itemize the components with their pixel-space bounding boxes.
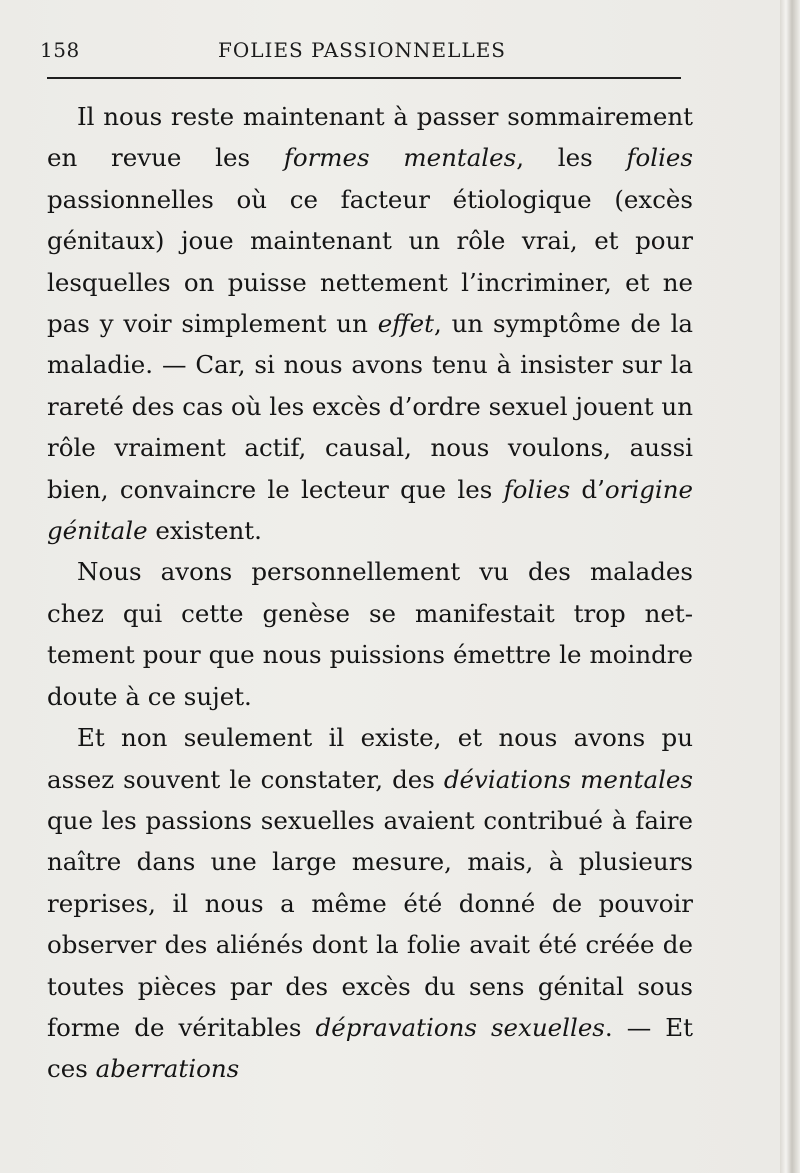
page-edge <box>780 0 800 1173</box>
text-segment: . — Et ces <box>47 1012 693 1084</box>
paragraph-3 <box>47 717 693 1090</box>
body-text <box>47 96 693 1090</box>
text-segment: passionnelles où ce facteur étiologique (excès génitaux) joue maintenant un rôle vrai, et pour lesquelles on puisse nettement l’incriminer, et ne pas y voir simplement un <box>47 184 693 339</box>
text-segment: d’ <box>570 474 605 504</box>
text-segment: , un symptôme de la maladie. — Car, si nous avons tenu à insister sur la rareté des cas où les excès d’ordre sexuel jouent un rôle vraiment actif, causal, nous voulons, aussi bien, convaincre le lecteur que les <box>47 309 694 504</box>
paragraph-2 <box>47 551 693 717</box>
italic-segment: déviations mentales <box>443 764 693 794</box>
running-head <box>40 36 680 66</box>
header-rule <box>47 77 681 79</box>
page-number: 158 <box>40 38 80 62</box>
text-segment: existent. <box>147 516 262 546</box>
text-segment: Et non seulement il existe, et nous avons pu assez souvent le constater, des <box>47 723 693 794</box>
paragraph-1 <box>47 96 693 551</box>
italic-segment: aberrations <box>95 1054 240 1084</box>
italic-segment: folies <box>626 143 693 173</box>
running-title: FOLIES PASSIONNELLES <box>218 38 506 62</box>
text-segment: Nous avons personnellement vu des malades chez qui cette genèse se manifestait trop nettement pour que nous puissions émettre le moindre doute à ce sujet. <box>47 557 693 711</box>
text-segment: Il nous reste maintenant à passer sommairement en revue les <box>47 102 693 173</box>
italic-segment: dépravations sexuelles <box>315 1012 605 1042</box>
text-segment: , les <box>516 143 627 173</box>
text-segment: que les passions sexuelles avaient contribué à faire naître dans une large mesure, mais, à plusieurs reprises, il nous a même été donné de pouvoir observer des aliénés dont la folie avait été créée de toutes pièces par des excès du sens génital sous forme de véritables <box>47 805 693 1042</box>
italic-segment: formes mentales <box>283 143 517 173</box>
italic-segment: effet <box>377 309 434 339</box>
italic-segment: folies <box>503 474 571 504</box>
italic-segment: origine génitale <box>47 474 693 546</box>
